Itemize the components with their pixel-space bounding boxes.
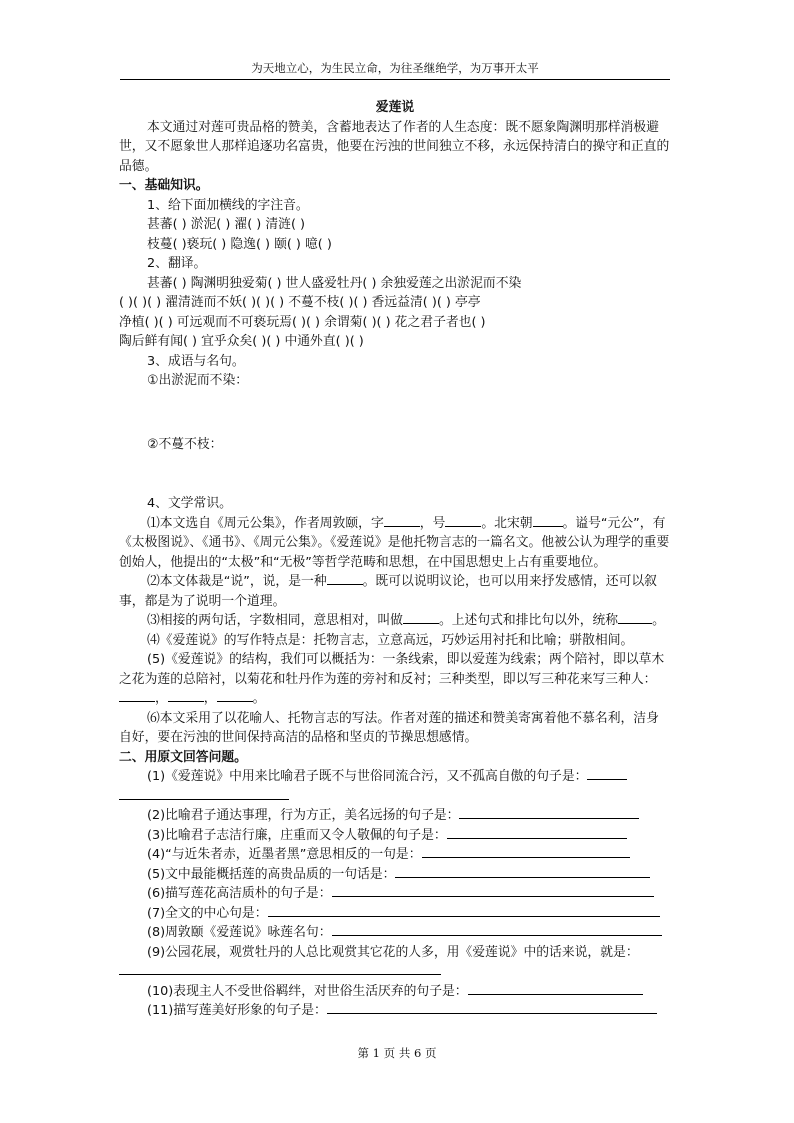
q3-item-a: ①出淤泥而不染： <box>147 373 249 388</box>
answer-line[interactable] <box>587 767 627 780</box>
answer-blank[interactable] <box>327 572 363 585</box>
section-2-heading: 二、用原文回答问题。 <box>119 749 247 765</box>
q2-line1: 甚蕃( ) 陶渊明独爱菊( ) 世人盛爱牡丹( ) 余独爱莲之出淤泥而不染 <box>147 275 522 291</box>
q2-line3: 净植( )( ) 可远观而不可亵玩焉( )( ) 余谓菊( )( ) 花之君子者也( ) <box>119 314 486 330</box>
answer-item-1-continued <box>119 787 671 807</box>
answer-line[interactable] <box>422 845 630 858</box>
answer-line[interactable] <box>332 923 662 936</box>
answer-blank[interactable] <box>168 689 204 702</box>
answer-item-7: (7)全文的中心句是： <box>119 904 671 924</box>
page-footer: 第 1 页 共 6 页 <box>357 1046 437 1060</box>
answer-line[interactable] <box>119 962 441 975</box>
answer-item-9-continued <box>119 962 671 982</box>
answer-line[interactable] <box>119 787 289 800</box>
doc-title: 爱莲说 <box>375 100 415 115</box>
answer-item-5: (5)文中最能概括莲的高贵品质的一句话是： <box>119 865 671 885</box>
answer-blank[interactable] <box>533 514 563 527</box>
q3-item-b: ②不蔓不枝： <box>147 436 223 452</box>
answer-item-4: (4)“与近朱者赤，近墨者黑”意思相反的一句是： <box>119 845 671 865</box>
answer-blank[interactable] <box>403 611 439 624</box>
q3-title: 3、成语与名句。 <box>147 353 245 369</box>
answer-line[interactable] <box>395 865 650 878</box>
answer-item-1: (1)《爱莲说》中用来比喻君子既不与世俗同流合污，又不孤高自傲的句子是： <box>119 767 671 787</box>
answer-item-3: (3)比喻君子志洁行廉，庄重而又令人敬佩的句子是： <box>119 826 671 846</box>
answer-blank[interactable] <box>119 689 155 702</box>
q2-title: 2、翻译。 <box>147 256 207 271</box>
intro-paragraph: 本文通过对莲可贵品格的赞美，含蓄地表达了作者的人生态度：既不愿象陶渊明那样消极避世，又不愿象世人那样追逐功名富贵，他要在污浊的世间独立不移，永远保持清白的操守和正直的品德。 <box>119 119 670 174</box>
q2-line4: 陶后鲜有闻( ) 宜乎众矣( )( ) 中通外直( )( ) <box>119 334 364 349</box>
q4-item-2: ⑵本文体裁是“说”，说，是一种 。既可以说明议论，也可以用来抒发感情，还可以叙事，都是为了说明一个道理。 <box>119 574 657 609</box>
q1-title: 1、给下面加横线的字注音。 <box>147 197 309 213</box>
q4-item-1: ⑴本文选自《周元公集》，作者周敦颐，字 ，号 。北宋朝 。谥号“元公”，有《太极图说》、《通书》、《周元公集》。《爱莲说》是他托物言志的一篇名文。他被公认为理学的重要创始人，他提出的“太极”和“无极”等哲学范畴和思想，在中国思想史上占有重要地位。 <box>119 515 670 570</box>
q1-line1: 甚蕃( ) 淤泥( ) 濯( ) 清涟( ) <box>147 217 305 232</box>
answer-line[interactable] <box>459 806 639 819</box>
q4-item-5: (5)《爱莲说》的结构，我们可以概括为：一条线索，即以爱莲为线索；两个陪衬，即以草木之花为莲的总陪衬，以菊花和牡丹作为莲的旁衬和反衬；三种类型，即以写三种花来写三种人：， ， 。 <box>119 652 665 706</box>
answer-line[interactable] <box>268 904 660 917</box>
answer-item-2: (2)比喻君子通达事理，行为方正，美名远扬的句子是： <box>119 806 671 826</box>
answer-item-11: (11)描写莲美好形象的句子是： <box>119 1001 671 1021</box>
answer-line[interactable] <box>468 982 643 995</box>
answer-blank[interactable] <box>217 689 253 702</box>
answer-line[interactable] <box>327 1001 657 1014</box>
answer-blank[interactable] <box>384 514 420 527</box>
answer-blank[interactable] <box>618 611 652 624</box>
q4-item-3: ⑶相接的两句话，字数相同，意思相对，叫做 。上述句式和排比句以外，统称 。 <box>147 613 665 628</box>
q4-item-6: ⑹本文采用了以花喻人、托物言志的写法。作者对莲的描述和赞美寄寓着他不慕名利，洁身自好，要在污浊的世间保持高洁的品格和坚贞的节操思想感情。 <box>119 710 659 745</box>
answer-item-10: (10)表现主人不受世俗羁绊，对世俗生活厌弃的句子是： <box>119 982 671 1002</box>
answer-item-9: (9)公园花展，观赏牡丹的人总比观赏其它花的人多，用《爱莲说》中的话来说，就是： <box>147 944 639 960</box>
answer-line[interactable] <box>332 884 654 897</box>
answer-item-8: (8)周敦颐《爱莲说》咏莲名句： <box>119 923 671 943</box>
answer-blank[interactable] <box>445 514 481 527</box>
answer-line[interactable] <box>447 826 627 839</box>
q4-title: 4、文学常识。 <box>147 496 232 511</box>
section-1-heading: 一、基础知识。 <box>119 178 209 193</box>
page-header: 为天地立心，为生民立命，为往圣继绝学，为万事开太平 <box>120 60 670 80</box>
answer-item-6: (6)描写莲花高洁质朴的句子是： <box>119 884 671 904</box>
q1-line2: 枝蔓( )亵玩( ) 隐逸( ) 颐( ) 噫( ) <box>147 236 332 252</box>
document-body <box>119 98 671 1021</box>
q2-line2: ( )( )( ) 濯清涟而不妖( )( )( ) 不蔓不枝( )( ) 香远益清( )( ) 亭亭 <box>119 295 481 310</box>
q4-item-4: ⑷《爱莲说》的写作特点是：托物言志，立意高远，巧妙运用衬托和比喻；骈散相间。 <box>147 632 634 648</box>
